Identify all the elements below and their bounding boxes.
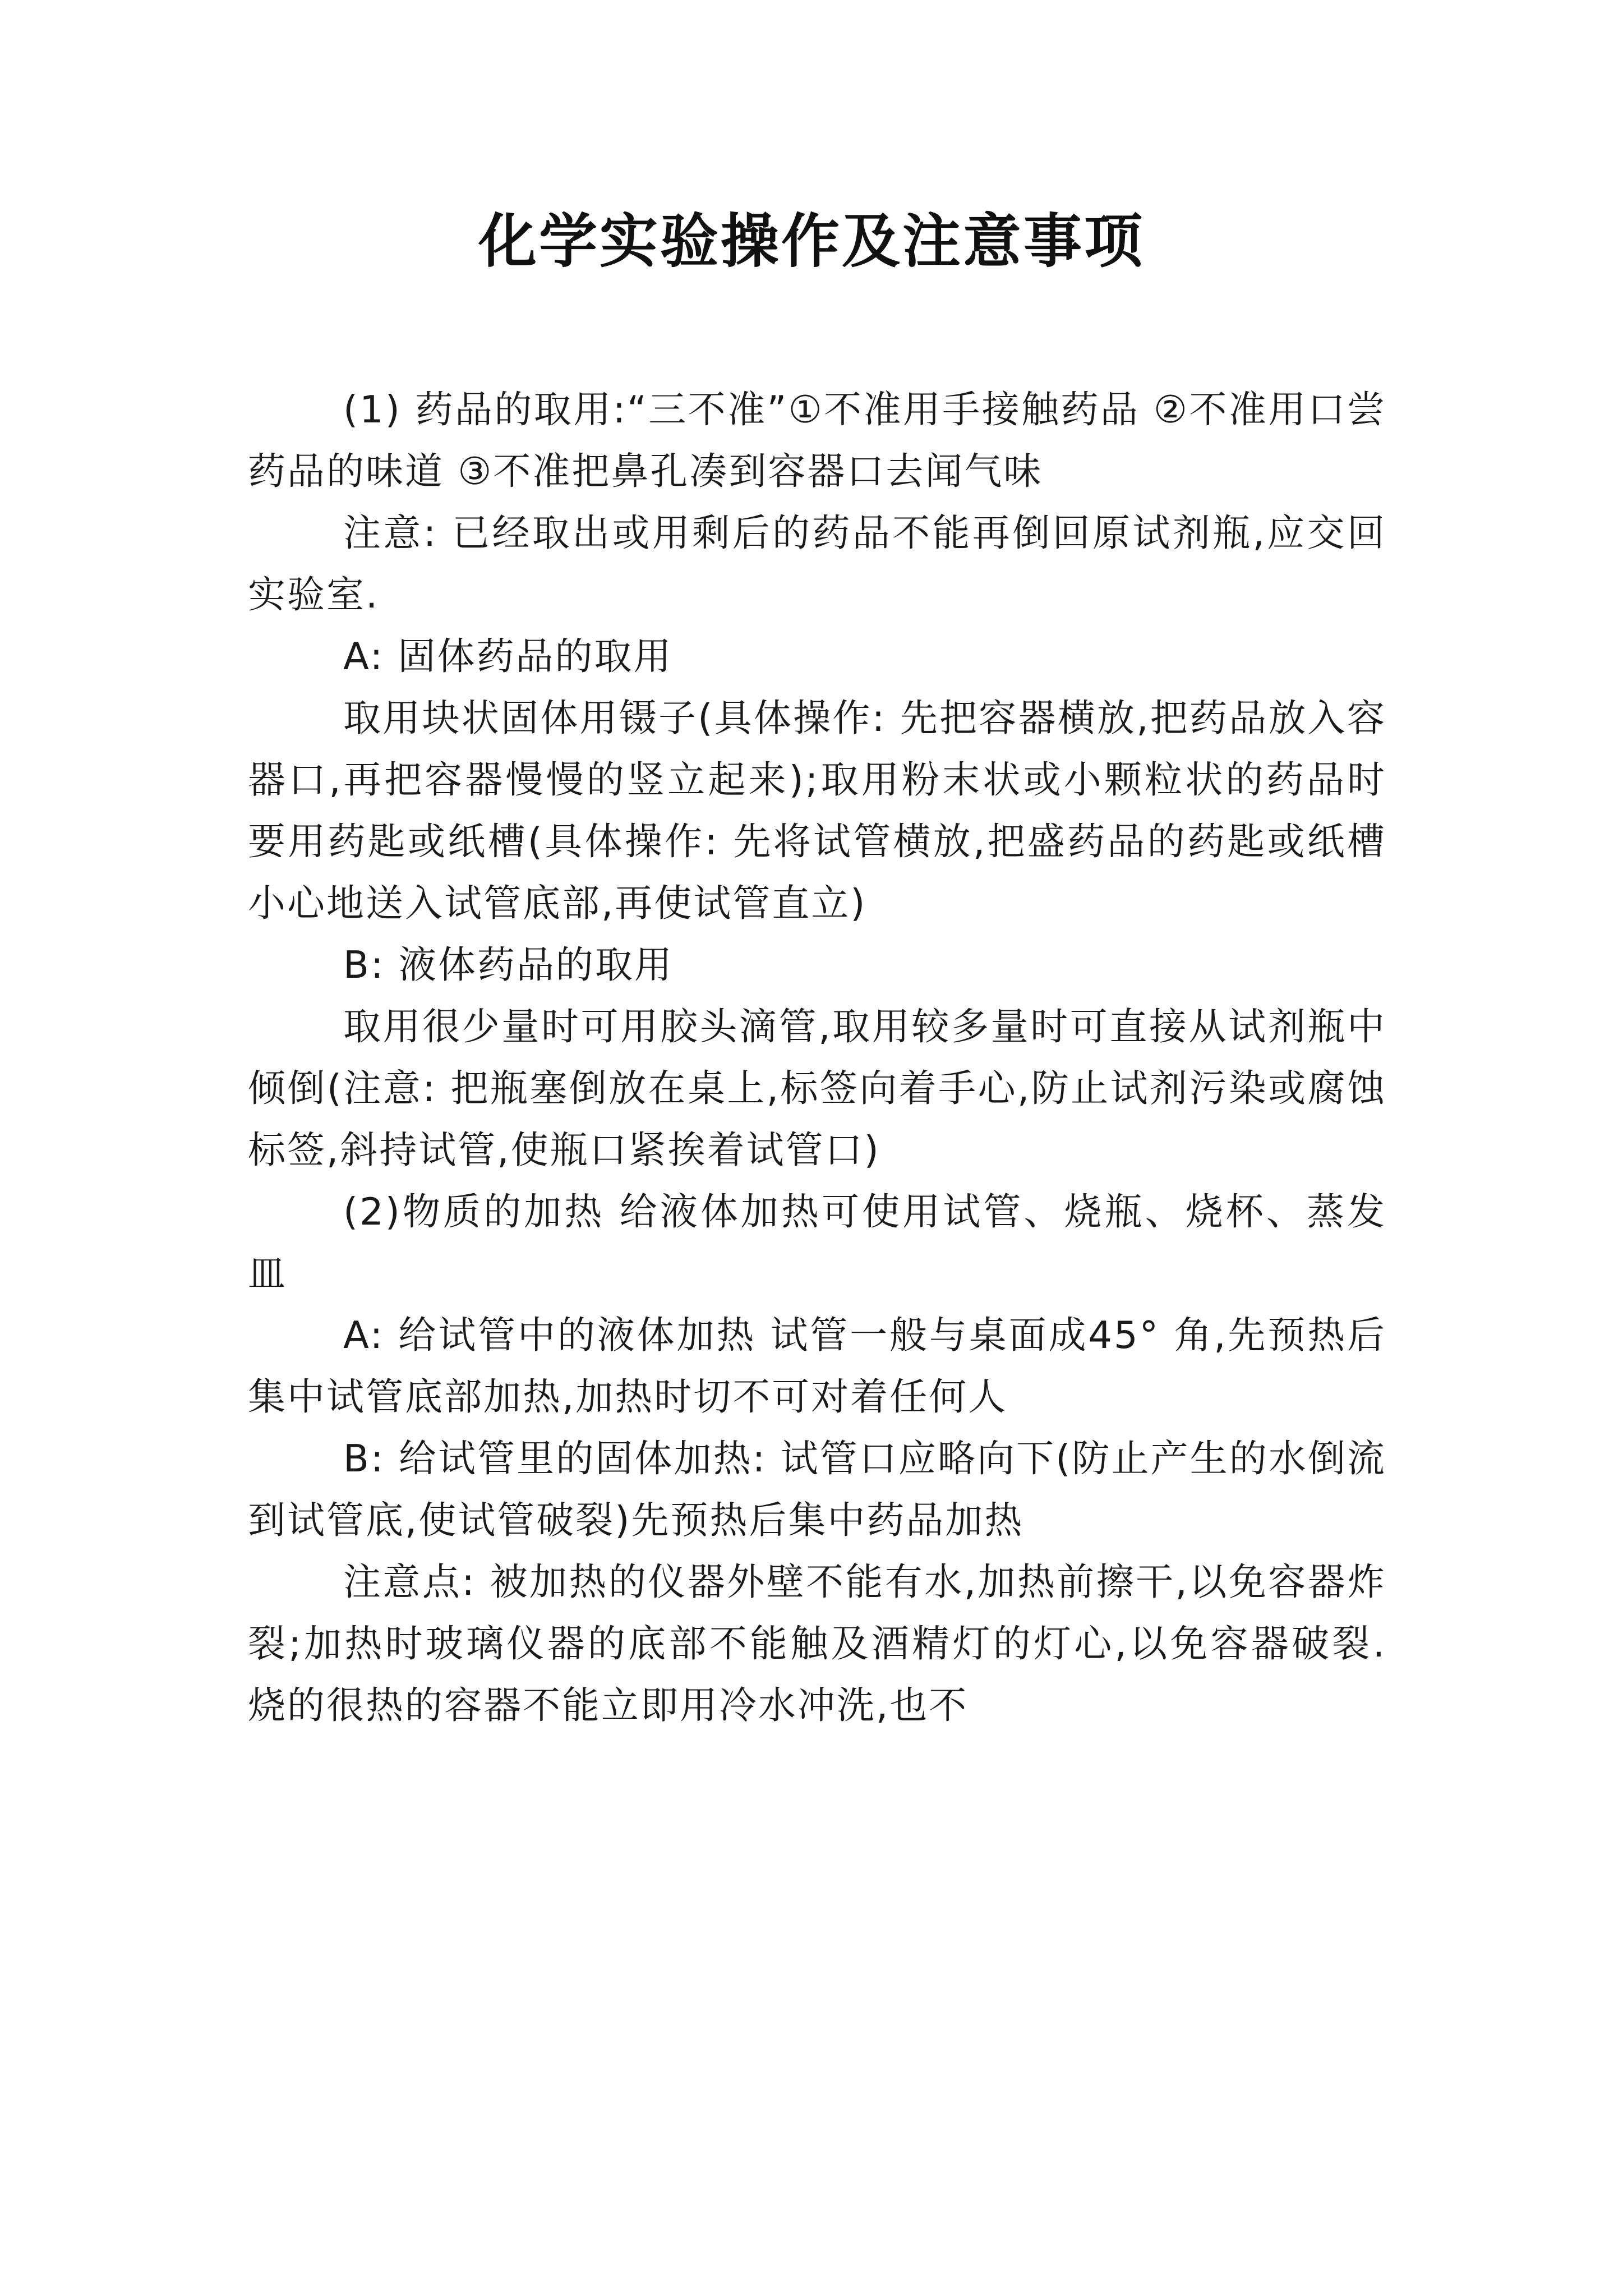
paragraph-reagent-taking: (1) 药品的取用:“三不准”①不准用手接触药品 ②不准用口尝药品的味道 ③不准把鼻孔凑到容器口去闻气味 [248,388,1386,493]
paragraph-solid-heading: A: 固体药品的取用 [343,634,673,678]
document-title: 化学实验操作及注意事项 [478,206,1145,275]
paragraph-heating-solid: B: 给试管里的固体加热: 试管口应略向下(防止产生的水倒流到试管底,使试管破裂)先预热后集中药品加热 [248,1437,1386,1542]
paragraph-heating-liquid: A: 给试管中的液体加热 试管一般与桌面成45° 角,先预热后集中试管底部加热,加热时切不可对着任何人 [248,1313,1386,1419]
paragraph-reagent-note: 注意: 已经取出或用剩后的药品不能再倒回原试剂瓶,应交回实验室. [248,511,1386,616]
document-body [248,379,1386,1736]
paragraph-heating-intro: (2)物质的加热 给液体加热可使用试管、烧瓶、烧杯、蒸发皿 [248,1190,1386,1295]
paragraph-heating-notes: 注意点: 被加热的仪器外壁不能有水,加热前擦干,以免容器炸裂;加热时玻璃仪器的底部不能触及酒精灯的灯心,以免容器破裂.烧的很热的容器不能立即用冷水冲洗,也不 [248,1560,1386,1727]
paragraph-solid-procedure: 取用块状固体用镊子(具体操作: 先把容器横放,把药品放入容器口,再把容器慢慢的竖立起来);取用粉末状或小颗粒状的药品时要用药匙或纸槽(具体操作: 先将试管横放,把盛药品的药匙或纸槽小心地送入试管底部,再使试管直立) [248,696,1386,925]
paragraph-liquid-procedure: 取用很少量时可用胶头滴管,取用较多量时可直接从试剂瓶中倾倒(注意: 把瓶塞倒放在桌上,标签向着手心,防止试剂污染或腐蚀标签,斜持试管,使瓶口紧挨着试管口) [248,1005,1386,1172]
paragraph-liquid-heading: B: 液体药品的取用 [343,943,674,987]
